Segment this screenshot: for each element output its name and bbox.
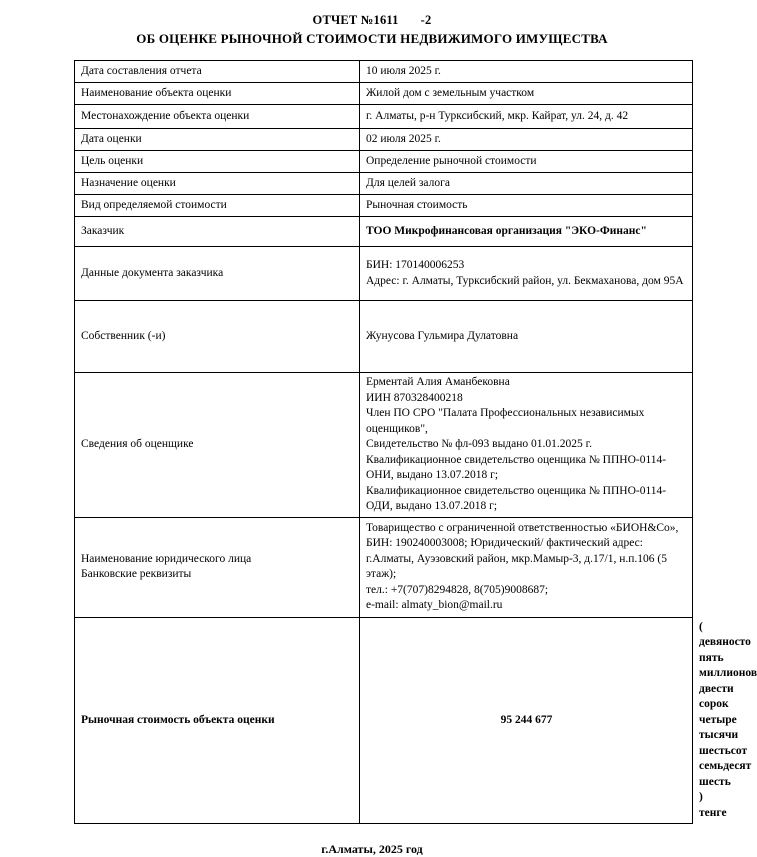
table-row-valuation-use: [75, 173, 693, 195]
table-row-market-value: Рыночная стоимость объекта оценки 95 244 677 ( девяносто пять миллионов двести сорок четыре тысячи шестьсот семьдесят шесть ) тенге: [75, 617, 693, 824]
table-row-valuation-date: [75, 129, 693, 151]
report-number: ОТЧЕТ №1611: [312, 13, 399, 27]
row-value: Ерментай Алия Аманбековна ИИН 870328400218 Член ПО СРО "Палата Профессиональных независимых оценщиков", Свидетельство № фл-093 выдано 01.01.2025 г. Квалификационное свидетельство оценщика № ППНО-0114-ОНИ, выдано 13.07.2018 г; Квалификационное свидетельство оценщика № ППНО-0114-ОДИ, выдано 13.07.2018 г;: [360, 373, 693, 518]
table-row-object-location: [75, 105, 693, 129]
table-row-object-name: [75, 83, 693, 105]
table-row-date-compiled: [75, 61, 693, 83]
row-label: Данные документа заказчика: [75, 247, 360, 301]
row-value: ТОО Микрофинансовая организация "ЭКО-Финанс": [360, 217, 693, 247]
table-row-client-document: [75, 247, 693, 301]
row-label: Дата составления отчета: [75, 61, 360, 83]
row-label: Назначение оценки: [75, 173, 360, 195]
row-value: г. Алматы, р-н Турксибский, мкр. Кайрат, ул. 24, д. 42: [360, 105, 693, 129]
table-row-owner: [75, 301, 693, 373]
market-value-label: Рыночная стоимость объекта оценки: [75, 617, 360, 824]
table-row-client: [75, 217, 693, 247]
row-value: Для целей залога: [360, 173, 693, 195]
market-value-amount: 95 244 677: [360, 617, 693, 824]
row-value: Жунусова Гульмира Дулатовна: [360, 301, 693, 373]
row-label: Вид определяемой стоимости: [75, 195, 360, 217]
document-footer: г.Алматы, 2025 год: [321, 842, 423, 856]
row-label: Дата оценки: [75, 129, 360, 151]
row-value: БИН: 170140006253 Адрес: г. Алматы, Турксибский район, ул. Бекмаханова, дом 95А: [360, 247, 693, 301]
row-label: Местонахождение объекта оценки: [75, 105, 360, 129]
table-row-legal-entity: [75, 517, 693, 617]
row-label: Заказчик: [75, 217, 360, 247]
row-label: Сведения об оценщике: [75, 373, 360, 518]
row-label: Наименование объекта оценки: [75, 83, 360, 105]
row-label: Наименование юридического лица Банковские реквизиты: [75, 517, 360, 617]
row-value: 10 июля 2025 г.: [360, 61, 693, 83]
row-value: Определение рыночной стоимости: [360, 151, 693, 173]
table-row-valuation-purpose: [75, 151, 693, 173]
row-value: 02 июля 2025 г.: [360, 129, 693, 151]
row-label: Собственник (-и): [75, 301, 360, 373]
report-title-line-2: ОБ ОЦЕНКЕ РЫНОЧНОЙ СТОИМОСТИ НЕДВИЖИМОГО ИМУЩЕСТВА: [136, 31, 608, 46]
row-value: Жилой дом с земельным участком: [360, 83, 693, 105]
row-label: Цель оценки: [75, 151, 360, 173]
report-summary-table: [74, 60, 757, 824]
row-value: Рыночная стоимость: [360, 195, 693, 217]
table-row-appraiser-info: [75, 373, 693, 518]
report-title-line-1: [0, 0, 744, 28]
report-number-suffix: -2: [420, 13, 432, 27]
table-row-value-type: [75, 195, 693, 217]
table-body: [75, 61, 757, 824]
row-value: Товарищество с ограниченной ответственностью «БИОН&Co», БИН: 190240003008; Юридический/ фактический адрес: г.Алматы, Ауэзовский район, мкр.Мамыр-3, д.17/1, н.п.106 (5 этаж); тел.: +7(707)8294828, 8(705)9008687; e-mail: almaty_bion@mail.ru: [360, 517, 693, 617]
